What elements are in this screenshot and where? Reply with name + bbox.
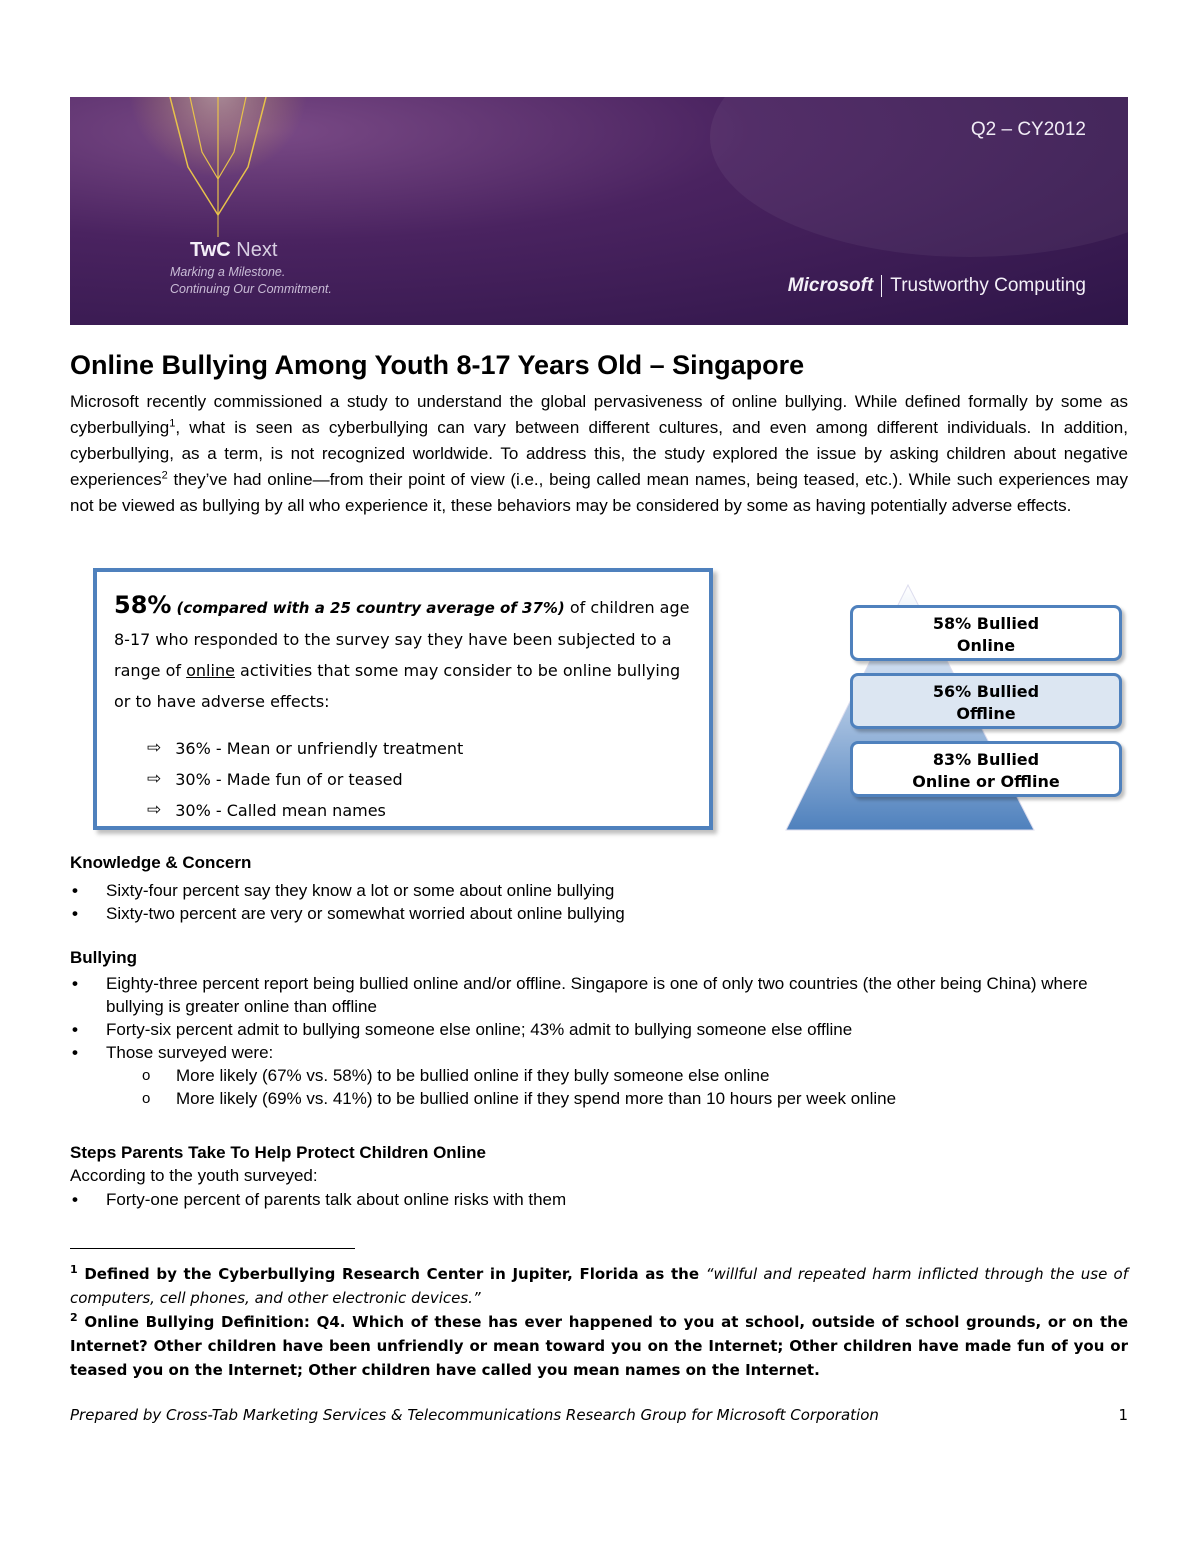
sub-list-item: o More likely (67% vs. 58%) to be bullied online if they bully someone else online — [106, 1064, 1128, 1087]
tier-label: Online or Offline — [912, 772, 1060, 791]
twc-logo-bold: TwC — [190, 239, 231, 261]
intro-text-3: they’ve had online—from their point of view (i.e., being called mean names, being teased, etc.). While such experiences may not be viewed as bullying by all who experience it, these behaviors may be considered by some as having potentially adverse effects. — [70, 470, 1128, 515]
page-footer: Prepared by Cross-Tab Marketing Services & Telecommunications Research Group for Microsoft Corporation — [70, 1406, 879, 1424]
stat-text-1: of children age 8-17 who responded to the survey say they have been subjected to a range of — [114, 598, 690, 680]
list-item: • Forty-six percent admit to bullying someone else online; 43% admit to bullying someone else offline — [70, 1018, 1128, 1041]
arrow-right-icon: ⇨ — [147, 800, 162, 820]
section-heading-bullying: Bullying — [70, 948, 138, 967]
steps-list — [70, 1188, 1128, 1211]
tier-label: 83% Bullied — [932, 750, 1040, 769]
stat-comparison: (compared with a 25 country average of 37%) — [176, 599, 565, 617]
stat-item-list — [147, 733, 463, 826]
header-banner — [70, 97, 1128, 325]
tier-label: 56% Bullied — [932, 682, 1040, 701]
footnote-text: Defined by the Cyberbullying Research Center in Jupiter, Florida as the — [77, 1265, 706, 1283]
stat-item-text: 30% - Made fun of or teased — [175, 770, 403, 789]
sub-list-item: o More likely (69% vs. 41%) to be bullied online if they spend more than 10 hours per week online — [106, 1087, 1128, 1110]
list-item: • Eighty-three percent report being bullied online and/or offline. Singapore is one of only two countries (the other being China) where bullying is greater online than offline — [70, 972, 1128, 1018]
page-number: 1 — [1118, 1406, 1128, 1424]
microsoft-logo-text: Microsoft — [787, 275, 874, 296]
stat-item — [147, 733, 463, 764]
list-item — [70, 1041, 1128, 1110]
stat-item-text: 36% - Mean or unfriendly treatment — [175, 739, 464, 758]
bullying-sublist — [106, 1064, 1128, 1110]
stat-item-text: 30% - Called mean names — [175, 801, 386, 820]
list-item: • Sixty-four percent say they know a lot or some about online bullying — [70, 879, 1128, 902]
section-heading-steps: Steps Parents Take To Help Protect Children Online — [70, 1143, 486, 1162]
pyramid-tier-online — [850, 605, 1122, 661]
pyramid-tier-both — [850, 741, 1122, 797]
section-heading-knowledge: Knowledge & Concern — [70, 853, 252, 872]
tier-label: Online — [956, 636, 1016, 655]
footnote-text: Online Bullying Definition: Q4. Which of these has ever happened to you at school, outside of school grounds, or on the Internet? Other children have been unfriendly or mean toward you on the Internet; Other children have made fun of you or teased you on the Internet; Other children have called you mean names on the Internet. — [70, 1313, 1128, 1379]
footnote-ref-1: 1 — [169, 417, 176, 430]
arrow-right-icon: ⇨ — [147, 769, 162, 789]
page-title: Online Bullying Among Youth 8-17 Years Old – Singapore — [70, 350, 805, 380]
footnote-quote: “willful and repeated harm inflicted through the use of computers, cell phones, and other electronic devices.” — [70, 1265, 1128, 1307]
footnote-number: 1 — [70, 1263, 78, 1276]
stat-underlined-word: online — [186, 661, 235, 680]
stat-item — [147, 764, 463, 795]
twc-next-logo — [190, 239, 277, 262]
stat-item — [147, 795, 463, 826]
intro-text-2: , what is seen as cyberbullying can vary between different cultures, and even among different individuals. In addition, cyberbullying, as a term, is not recognized worldwide. To address this, the study explored the issue by asking children about negative experiences — [70, 418, 1128, 489]
footnotes — [70, 1262, 1128, 1382]
stat-big-number: 58% — [114, 591, 172, 619]
list-item-text: Those surveyed were: — [106, 1043, 274, 1062]
pyramid-tier-offline — [850, 673, 1122, 729]
footnote-ref-2: 2 — [161, 469, 168, 482]
list-item: • Sixty-two percent are very or somewhat worried about online bullying — [70, 902, 1128, 925]
arrow-right-icon: ⇨ — [147, 738, 162, 758]
intro-text-1: Microsoft recently commissioned a study to understand the global pervasiveness of online bullying. While defined formally by some as cyberbullying — [70, 392, 1128, 437]
knowledge-list — [70, 879, 1128, 925]
footnote-2 — [70, 1310, 1128, 1382]
footnote-1 — [70, 1262, 1128, 1310]
steps-lead: According to the youth surveyed: — [70, 1166, 318, 1185]
stat-summary — [114, 590, 699, 717]
stat-text-2: activities that some may consider to be online bullying or to have adverse effects: — [114, 661, 681, 711]
microsoft-trustworthy-logo — [788, 275, 1086, 297]
footnote-number: 2 — [70, 1311, 78, 1324]
quarter-label: Q2 – CY2012 — [970, 119, 1086, 140]
twc-logo-light: Next — [236, 239, 278, 261]
tier-label: 58% Bullied — [932, 614, 1040, 633]
tagline-2: Continuing Our Commitment. — [170, 282, 332, 296]
tier-label: Offline — [956, 704, 1016, 723]
stat-callout-box — [93, 568, 713, 830]
intro-paragraph — [70, 389, 1128, 519]
bullying-list — [70, 972, 1128, 1110]
trustworthy-computing-text: Trustworthy Computing — [890, 275, 1086, 296]
logo-divider — [881, 275, 882, 297]
tagline-1: Marking a Milestone. — [170, 265, 286, 279]
list-item: • Forty-one percent of parents talk about online risks with them — [70, 1188, 1128, 1211]
footnote-divider — [70, 1248, 355, 1249]
